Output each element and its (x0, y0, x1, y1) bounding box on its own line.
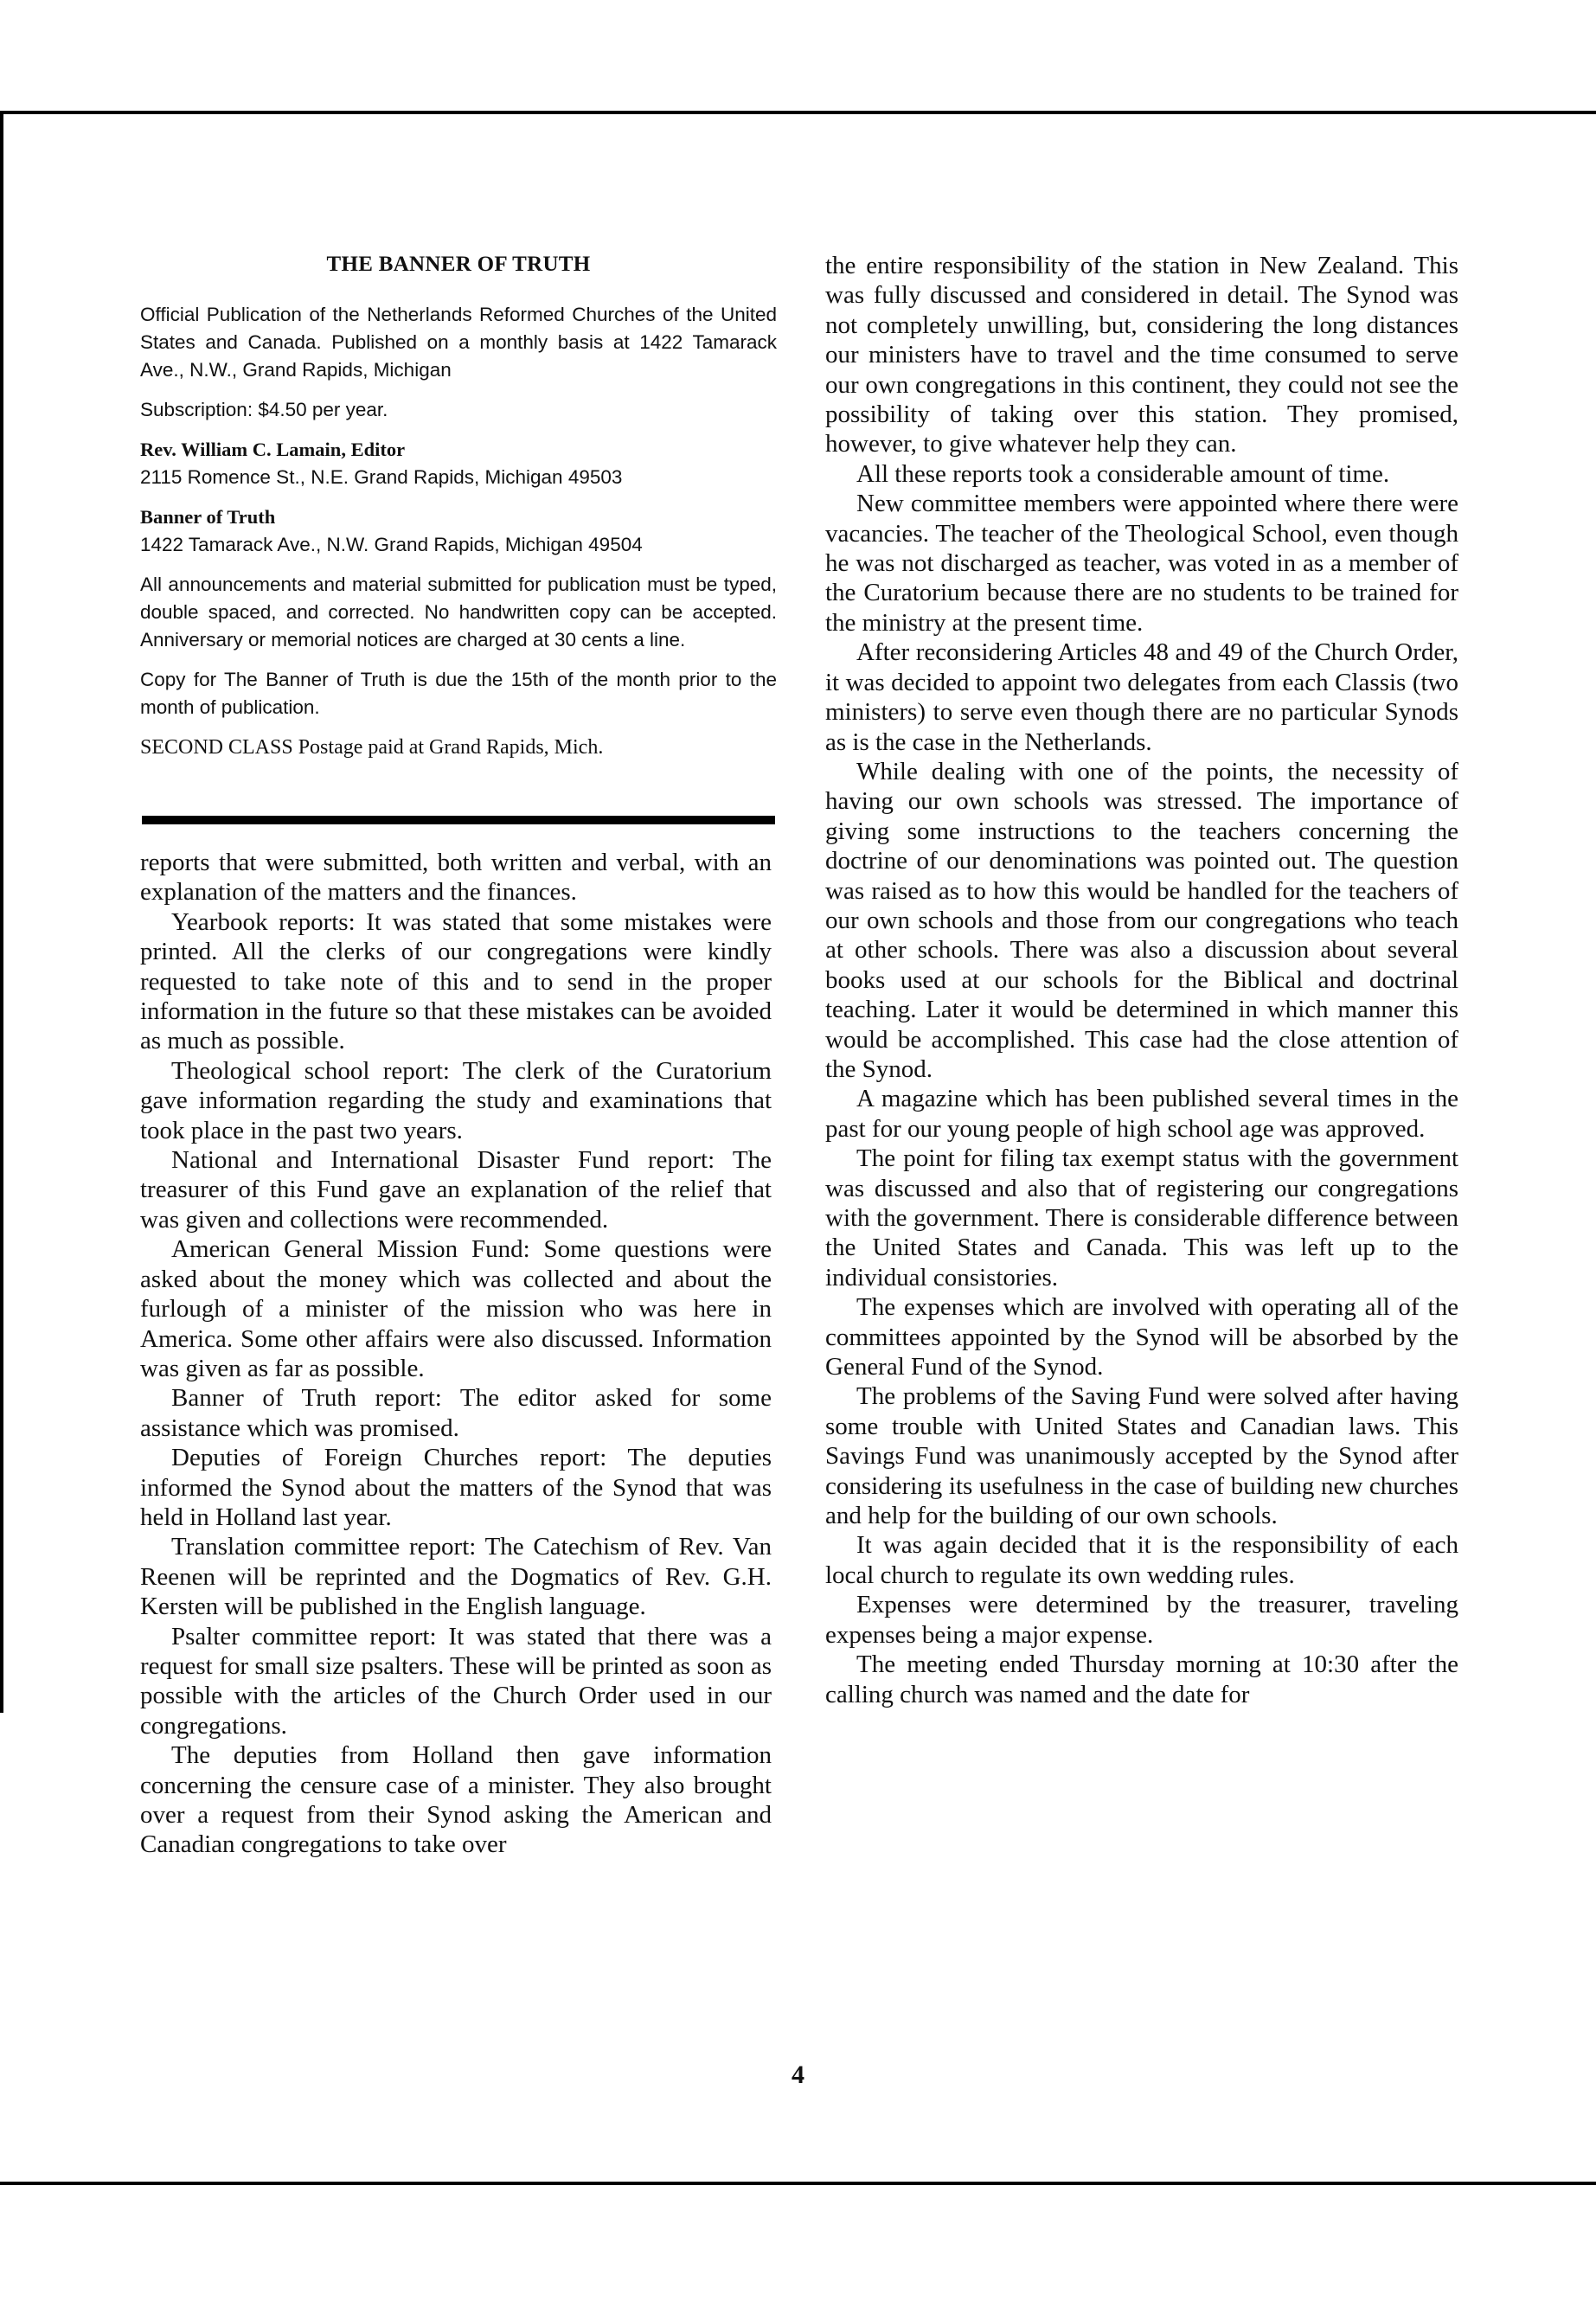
paragraph: the entire responsibility of the station in New Zealand. This was fully discussed and considered in detail. The Synod was not completely unwilling, but, considering the long distances our ministers have to travel and the time consumed to serve our own congregations in this continent, they could not see the possibility of taking over this station. They promised, however, to give whatever help they can. (825, 252, 1458, 458)
announcements-info: All announcements and material submitted for publication must be typed, double spaced, and corrected. No handwritten copy can be accepted. Anniversary or memorial notices are charged at 30 cents a line. (140, 574, 777, 651)
paragraph: Yearbook reports: It was stated that some mistakes were printed. All the clerks of our congregations were kindly requested to take note of this and to send in the proper information in the future so that these mistakes can be avoided as much as possible. (140, 907, 772, 1055)
paragraph: A magazine which has been published several times in the past for our young people of high school age was approved. (825, 1085, 1458, 1143)
paragraph: Deputies of Foreign Churches report: The deputies informed the Synod about the matters of the Synod that was held in Holland last year. (140, 1444, 772, 1531)
paragraph: It was again decided that it is the responsibility of each local church to regulate its own wedding rules. (825, 1531, 1458, 1589)
subscription-info: Subscription: $4.50 per year. (140, 399, 388, 420)
page-number: 4 (792, 2061, 804, 2089)
paragraph: National and International Disaster Fund report: The treasurer of this Fund gave an explanation of the relief that was given and collections were recommended. (140, 1146, 772, 1234)
paragraph: Expenses were determined by the treasurer, traveling expenses being a major expense. (825, 1591, 1458, 1649)
paragraph: All these reports took a considerable amount of time. (856, 459, 1390, 488)
editor-address: 2115 Romence St., N.E. Grand Rapids, Michigan 49503 (140, 466, 623, 488)
banner-name: Banner of Truth (140, 506, 276, 528)
paragraph: While dealing with one of the points, the necessity of having our own schools was stressed. The importance of giving some instructions to the teachers concerning the doctrine of our denominations was pointed out. The question was raised as to how this would be handled for the teachers of our own schools and those from our congregations who teach at other schools. There was also a discussion about several books used at our schools for the Biblical and doctrinal teaching. Later it would be determined in which manner this would be accomplished. This case had the close attention of the Synod. (825, 757, 1458, 1083)
paragraph: Banner of Truth report: The editor asked for some assistance which was promised. (140, 1384, 772, 1442)
editor-name: Rev. William C. Lamain, Editor (140, 439, 406, 460)
paragraph: The deputies from Holland then gave information concerning the censure case of a minister. They also brought over a request from their Synod asking the American and Canadian congregations to take over (140, 1741, 772, 1859)
paragraph: The point for filing tax exempt status with the government was discussed and also that of registering our congregations with the government. There is considerable difference between the United States and Canada. This was left up to the individual consistories. (825, 1144, 1458, 1292)
paragraph: The expenses which are involved with operating all of the committees appointed by the Synod will be absorbed by the General Fund of the Synod. (825, 1293, 1458, 1381)
masthead-rule (142, 816, 775, 824)
postage-info: SECOND CLASS Postage paid at Grand Rapids, Mich. (140, 736, 604, 759)
copy-due-info: Copy for The Banner of Truth is due the 15th of the month prior to the month of publication. (140, 669, 777, 718)
right-column (825, 251, 1458, 1709)
editor-block (140, 436, 777, 491)
masthead (140, 253, 777, 761)
paragraph: American General Mission Fund: Some questions were asked about the money which was collected and about the furlough of a minister of the mission who was here in America. Some other affairs were also discussed. Information was given as far as possible. (140, 1235, 772, 1382)
banner-block (140, 503, 777, 559)
banner-address: 1422 Tamarack Ave., N.W. Grand Rapids, Michigan 49504 (140, 534, 643, 555)
scan-border-left (0, 111, 3, 1713)
paragraph: The problems of the Saving Fund were solved after having some trouble with United States and Canadian laws. This Savings Fund was unanimously accepted by the Synod after considering its usefulness in the case of building new churches and help for the building of our own schools. (825, 1382, 1458, 1530)
publication-info: Official Publication of the Netherlands Reformed Churches of the United States and Canada. Published on a monthly basis at 1422 Tamarack Ave., N.W., Grand Rapids, Michigan (140, 304, 777, 381)
paragraph: Theological school report: The clerk of the Curatorium gave information regarding the study and examinations that took place in the past two years. (140, 1056, 772, 1144)
paragraph: The meeting ended Thursday morning at 10:30 after the calling church was named and the date for (825, 1650, 1458, 1708)
scan-border-top (0, 111, 1596, 114)
scan-border-bottom (0, 2182, 1596, 2185)
paragraph: New committee members were appointed where there were vacancies. The teacher of the Theological School, even though he was not discharged as teacher, was voted in as a member of the Curatorium because there are no students to be trained for the ministry at the present time. (825, 490, 1458, 637)
paragraph: reports that were submitted, both written and verbal, with an explanation of the matters and the finances. (140, 849, 772, 907)
masthead-title: THE BANNER OF TRUTH (326, 253, 591, 276)
left-column (140, 848, 772, 1860)
paragraph: Psalter committee report: It was stated that there was a request for small size psalters. These will be printed as soon as possible with the articles of the Church Order used in our congregations. (140, 1622, 772, 1740)
paragraph: Translation committee report: The Catechism of Rev. Van Reenen will be reprinted and the Dogmatics of Rev. G.H. Kersten will be published in the English language. (140, 1533, 772, 1621)
paragraph: After reconsidering Articles 48 and 49 of the Church Order, it was decided to appoint two delegates from each Classis (two ministers) to serve even though there are no particular Synods as is the case in the Netherlands. (825, 638, 1458, 756)
